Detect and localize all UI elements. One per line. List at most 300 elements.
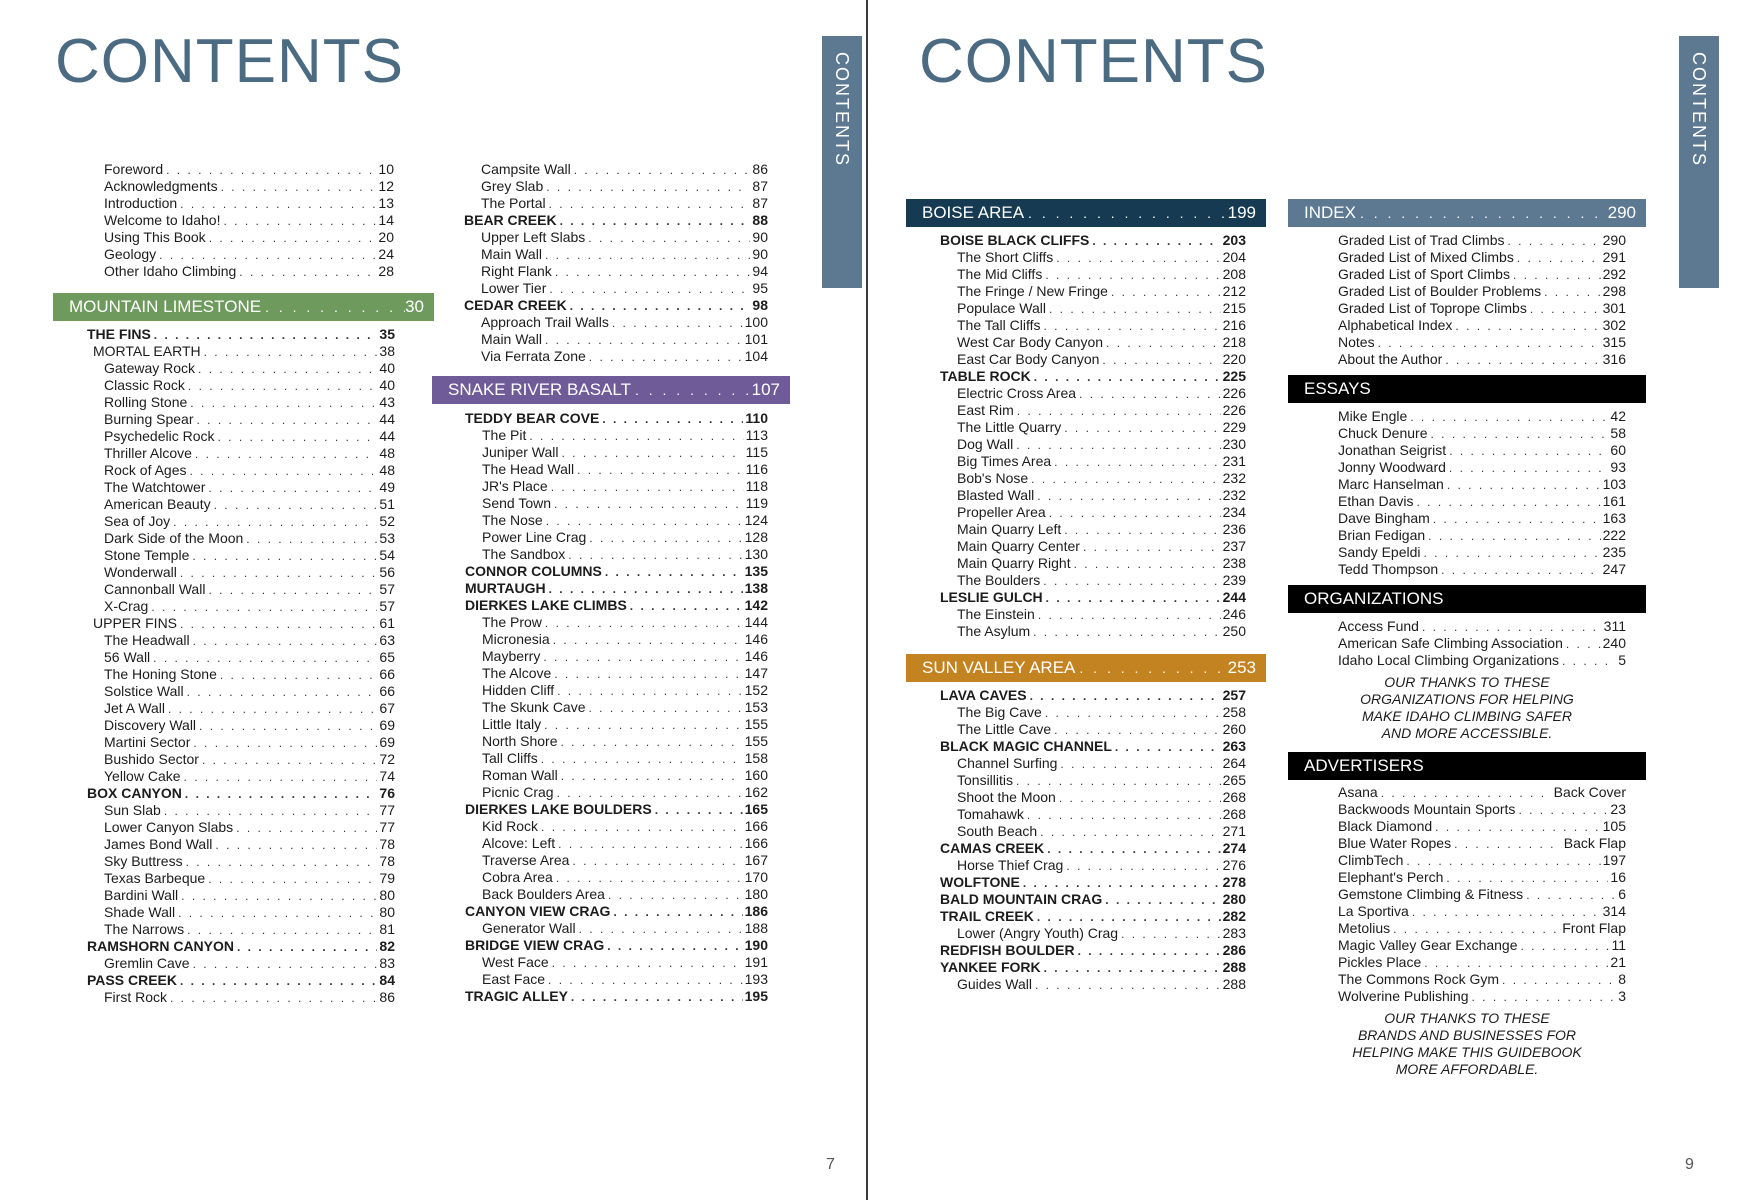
leader-dots <box>1508 233 1601 250</box>
toc-entry[interactable] <box>87 632 395 649</box>
toc-entry[interactable] <box>465 444 768 461</box>
toc-entry[interactable] <box>940 589 1246 606</box>
section-band-sun-valley-area[interactable] <box>906 654 1266 682</box>
toc-entry[interactable] <box>104 212 394 229</box>
leader-dots <box>265 293 405 321</box>
toc-entry[interactable] <box>940 840 1246 857</box>
toc-entry[interactable] <box>465 988 768 1005</box>
toc-entry[interactable] <box>1338 493 1626 510</box>
entry-page: 268 <box>1222 806 1246 822</box>
toc-entry[interactable] <box>940 232 1246 249</box>
toc-entry[interactable] <box>465 954 768 971</box>
toc-entry[interactable] <box>940 704 1246 721</box>
toc-entry[interactable] <box>465 886 768 903</box>
toc-entry[interactable] <box>1338 937 1626 954</box>
toc-entry[interactable] <box>87 904 395 921</box>
toc-entry[interactable] <box>940 623 1246 640</box>
entry-page: 44 <box>379 411 395 427</box>
toc-entry[interactable] <box>465 733 768 750</box>
toc-entry[interactable] <box>465 529 768 546</box>
toc-entry[interactable] <box>464 263 768 280</box>
toc-entry[interactable] <box>464 229 768 246</box>
entry-title: Tonsillitis <box>957 772 1014 788</box>
leader-dots <box>193 956 378 973</box>
toc-entry[interactable] <box>87 411 395 428</box>
toc-entry[interactable] <box>940 385 1246 402</box>
entry-page: 230 <box>1222 436 1246 452</box>
toc-entry[interactable] <box>465 699 768 716</box>
leader-dots <box>188 378 378 395</box>
toc-entry[interactable] <box>87 615 395 632</box>
toc-entry[interactable] <box>87 530 395 547</box>
toc-entry[interactable] <box>87 666 395 683</box>
toc-entry[interactable] <box>1338 920 1626 937</box>
toc-entry[interactable] <box>940 908 1246 925</box>
toc-entry[interactable] <box>87 717 395 734</box>
toc-entry[interactable] <box>940 772 1246 789</box>
toc-entry[interactable] <box>1338 954 1626 971</box>
entry-page: 38 <box>379 343 395 359</box>
entry-page: 28 <box>378 263 394 279</box>
entry-title: The Headwall <box>104 632 190 648</box>
toc-entry[interactable] <box>1338 351 1626 368</box>
toc-entry[interactable] <box>940 419 1246 436</box>
toc-entry[interactable] <box>465 869 768 886</box>
toc-entry[interactable] <box>1338 232 1626 249</box>
leader-dots <box>1566 636 1601 653</box>
toc-entry[interactable] <box>104 195 394 212</box>
toc-entry[interactable] <box>87 564 395 581</box>
section-band-boise-area[interactable] <box>906 199 1266 227</box>
toc-entry[interactable] <box>465 767 768 784</box>
entry-page: 315 <box>1602 334 1626 350</box>
entry-page: 291 <box>1602 249 1626 265</box>
toc-entry[interactable] <box>464 280 768 297</box>
entry-title: Pickles Place <box>1338 954 1422 970</box>
toc-entry[interactable] <box>104 161 394 178</box>
toc-entry[interactable] <box>465 801 768 818</box>
toc-entry[interactable] <box>465 818 768 835</box>
toc-entry[interactable] <box>1338 425 1626 442</box>
entry-page: 218 <box>1222 334 1246 350</box>
toc-entry[interactable] <box>940 942 1246 959</box>
toc-entry[interactable] <box>940 891 1246 908</box>
toc-entry[interactable] <box>940 874 1246 891</box>
entry-page: 48 <box>379 445 395 461</box>
toc-entry[interactable] <box>465 495 768 512</box>
toc-entry[interactable] <box>87 649 395 666</box>
toc-entry[interactable] <box>87 853 395 870</box>
entry-page: 103 <box>1602 476 1626 492</box>
toc-entry[interactable] <box>87 360 395 377</box>
entry-title: Mayberry <box>482 648 541 664</box>
toc-entry[interactable] <box>87 938 395 955</box>
toc-entry[interactable] <box>464 331 768 348</box>
leader-dots <box>655 802 743 819</box>
toc-entry[interactable] <box>940 436 1246 453</box>
toc-entry[interactable] <box>940 789 1246 806</box>
entry-page: 94 <box>752 263 768 279</box>
entry-title: Access Fund <box>1338 618 1419 634</box>
entry-page: 288 <box>1222 959 1246 975</box>
entry-page: 87 <box>752 178 768 194</box>
entry-page: 283 <box>1222 925 1246 941</box>
toc-entry[interactable] <box>104 229 394 246</box>
toc-entry[interactable] <box>1338 561 1626 578</box>
entry-page: 276 <box>1222 857 1246 873</box>
entry-page: 66 <box>379 683 395 699</box>
toc-entry[interactable] <box>465 665 768 682</box>
toc-entry[interactable] <box>940 687 1246 704</box>
leader-dots <box>166 162 376 179</box>
toc-entry[interactable] <box>87 547 395 564</box>
leader-dots <box>1381 785 1552 802</box>
toc-entry[interactable] <box>104 263 394 280</box>
toc-entry[interactable] <box>1338 869 1626 886</box>
toc-entry[interactable] <box>465 580 768 597</box>
toc-entry[interactable] <box>464 297 768 314</box>
entry-page: 124 <box>744 512 768 528</box>
toc-entry[interactable] <box>940 959 1246 976</box>
leader-dots <box>541 751 743 768</box>
leader-dots <box>549 281 750 298</box>
entry-title: Upper Left Slabs <box>481 229 586 245</box>
toc-entry[interactable] <box>87 836 395 853</box>
leader-dots <box>561 768 743 785</box>
toc-entry[interactable] <box>940 555 1246 572</box>
toc-entry[interactable] <box>87 445 395 462</box>
entry-title: Cannonball Wall <box>104 581 206 597</box>
toc-entry[interactable] <box>940 317 1246 334</box>
leader-dots <box>1056 250 1220 267</box>
toc-entry[interactable] <box>465 903 768 920</box>
toc-entry[interactable] <box>464 178 768 195</box>
entry-title: The Big Cave <box>957 704 1042 720</box>
entry-page: 78 <box>379 836 395 852</box>
toc-entry[interactable] <box>87 496 395 513</box>
toc-entry[interactable] <box>465 546 768 563</box>
entry-page: 100 <box>744 314 768 330</box>
toc-entry[interactable] <box>465 478 768 495</box>
toc-entry[interactable] <box>940 300 1246 317</box>
entry-title: The Little Cave <box>957 721 1052 737</box>
entry-title: The Honing Stone <box>104 666 217 682</box>
entry-title: Blasted Wall <box>957 487 1035 503</box>
entry-title: Send Town <box>482 495 552 511</box>
toc-entry[interactable] <box>1338 510 1626 527</box>
organizations-note <box>1288 674 1646 742</box>
toc-entry[interactable] <box>464 161 768 178</box>
section-label: MOUNTAIN LIMESTONE <box>69 297 262 316</box>
entry-title: East Face <box>482 971 546 987</box>
entry-title: Jonny Woodward <box>1338 459 1446 475</box>
toc-entry[interactable] <box>940 572 1246 589</box>
entry-title: Bardini Wall <box>104 887 179 903</box>
entry-page: 236 <box>1222 521 1246 537</box>
leader-dots <box>1410 409 1608 426</box>
toc-entry[interactable] <box>465 682 768 699</box>
leader-dots <box>185 786 378 803</box>
entry-page: 80 <box>379 904 395 920</box>
toc-entry[interactable] <box>1338 476 1626 493</box>
toc-entry[interactable] <box>87 581 395 598</box>
toc-entry[interactable] <box>465 410 768 427</box>
toc-entry[interactable] <box>1338 988 1626 1005</box>
toc-entry[interactable] <box>1338 249 1626 266</box>
toc-entry[interactable] <box>1338 266 1626 283</box>
toc-entry[interactable] <box>940 453 1246 470</box>
entry-title: Tall Cliffs <box>482 750 538 766</box>
toc-entry[interactable] <box>465 784 768 801</box>
toc-entry[interactable] <box>465 461 768 478</box>
entry-page: 158 <box>744 750 768 766</box>
leader-dots <box>1449 460 1609 477</box>
leader-dots <box>1066 858 1220 875</box>
toc-entry[interactable] <box>940 266 1246 283</box>
toc-entry[interactable] <box>464 246 768 263</box>
toc-entry[interactable] <box>940 521 1246 538</box>
toc-entry[interactable] <box>1338 801 1626 818</box>
toc-entry[interactable] <box>940 738 1246 755</box>
leader-dots <box>1027 807 1221 824</box>
toc-entry[interactable] <box>465 614 768 631</box>
leader-dots <box>1049 301 1221 318</box>
toc-entry[interactable] <box>1338 652 1626 669</box>
entry-page: 87 <box>752 195 768 211</box>
entry-page: 232 <box>1222 470 1246 486</box>
toc-entry[interactable] <box>1338 818 1626 835</box>
entry-title: The Narrows <box>104 921 185 937</box>
entry-title: Elephant's Perch <box>1338 869 1444 885</box>
toc-entry[interactable] <box>87 377 395 394</box>
toc-entry[interactable] <box>940 368 1246 385</box>
toc-entry[interactable] <box>87 428 395 445</box>
toc-entry[interactable] <box>1338 283 1626 300</box>
entry-title: Traverse Area <box>482 852 570 868</box>
entry-title: REDFISH BOULDER <box>940 942 1075 958</box>
entry-title: The Little Quarry <box>957 419 1062 435</box>
toc-entry[interactable] <box>87 921 395 938</box>
toc-entry[interactable] <box>87 785 395 802</box>
leader-dots <box>208 480 377 497</box>
toc-entry[interactable] <box>940 823 1246 840</box>
toc-entry[interactable] <box>87 768 395 785</box>
entry-title: Blue Water Ropes <box>1338 835 1452 851</box>
toc-column-1 <box>53 293 434 1006</box>
toc-entry[interactable] <box>104 178 394 195</box>
toc-entry[interactable] <box>1338 835 1626 852</box>
entry-page: 43 <box>379 394 395 410</box>
side-tab <box>1679 36 1719 288</box>
leader-dots <box>588 230 750 247</box>
toc-entry[interactable] <box>1338 618 1626 635</box>
section-label: INDEX <box>1304 203 1356 222</box>
leader-dots <box>560 213 751 230</box>
entry-title: Mike Engle <box>1338 408 1408 424</box>
toc-entry[interactable] <box>87 972 395 989</box>
entry-page: 57 <box>379 581 395 597</box>
toc-entry[interactable] <box>940 470 1246 487</box>
entry-title: Bushido Sector <box>104 751 199 767</box>
section-band-snake-river-basalt[interactable] <box>432 376 790 404</box>
toc-entry[interactable] <box>87 343 395 360</box>
section-band-organizations[interactable] <box>1288 585 1646 613</box>
entry-title: Brian Fedigan <box>1338 527 1426 543</box>
toc-entry[interactable] <box>465 512 768 529</box>
toc-entry[interactable] <box>1338 971 1626 988</box>
toc-entry[interactable] <box>465 563 768 580</box>
toc-entry[interactable] <box>87 989 395 1006</box>
toc-entry[interactable] <box>940 283 1246 300</box>
toc-entry[interactable] <box>940 755 1246 772</box>
toc-entry[interactable] <box>940 806 1246 823</box>
entry-page: 76 <box>379 785 395 801</box>
entry-page: 20 <box>378 229 394 245</box>
entry-page: 3 <box>1618 988 1626 1004</box>
entry-page: 235 <box>1602 544 1626 560</box>
entry-page: 286 <box>1222 942 1246 958</box>
entry-page: 226 <box>1222 402 1246 418</box>
toc-entry[interactable] <box>1338 852 1626 869</box>
entry-page: 12 <box>378 178 394 194</box>
toc-entry[interactable] <box>464 212 768 229</box>
toc-entry[interactable] <box>1338 886 1626 903</box>
entry-title: Hidden Cliff <box>482 682 555 698</box>
entry-title: CANYON VIEW CRAG <box>465 903 611 919</box>
section-page: 199 <box>1227 203 1256 222</box>
entry-title: Bob's Nose <box>957 470 1029 486</box>
leader-dots <box>549 196 751 213</box>
toc-entry[interactable] <box>87 462 395 479</box>
entry-title: Horse Thief Crag <box>957 857 1064 873</box>
toc-entry[interactable] <box>1338 903 1626 920</box>
toc-entry[interactable] <box>87 479 395 496</box>
entry-page: 292 <box>1602 266 1626 282</box>
toc-entry[interactable] <box>940 606 1246 623</box>
entry-title: The Short Cliffs <box>957 249 1054 265</box>
leader-dots <box>1454 836 1562 853</box>
toc-entry[interactable] <box>940 402 1246 419</box>
toc-entry[interactable] <box>940 487 1246 504</box>
toc-entry[interactable] <box>87 734 395 751</box>
leader-dots <box>555 264 751 281</box>
note-line: MAKE IDAHO CLIMBING SAFER <box>1361 708 1573 724</box>
toc-entry[interactable] <box>1338 408 1626 425</box>
toc-entry[interactable] <box>464 348 768 365</box>
entry-title: Campsite Wall <box>481 161 571 177</box>
toc-entry[interactable] <box>940 857 1246 874</box>
toc-entry[interactable] <box>465 920 768 937</box>
note-line: AND MORE ACCESSIBLE. <box>1381 725 1553 741</box>
toc-entry[interactable] <box>465 716 768 733</box>
toc-entry[interactable] <box>465 631 768 648</box>
toc-entry[interactable] <box>940 249 1246 266</box>
entry-page: 166 <box>744 818 768 834</box>
toc-entry[interactable] <box>1338 544 1626 561</box>
leader-dots <box>1047 841 1220 858</box>
leader-dots <box>1449 443 1608 460</box>
toc-entry[interactable] <box>465 427 768 444</box>
toc-entry[interactable] <box>465 852 768 869</box>
leader-dots <box>1424 955 1608 972</box>
leader-dots <box>151 599 377 616</box>
toc-entry[interactable] <box>1338 784 1626 801</box>
section-band-advertisers[interactable] <box>1288 752 1646 780</box>
entry-title: Marc Hanselman <box>1338 476 1444 492</box>
toc-entry[interactable] <box>87 802 395 819</box>
section-band-essays[interactable] <box>1288 375 1646 403</box>
toc-entry[interactable] <box>87 751 395 768</box>
leader-dots <box>209 230 377 247</box>
leader-dots <box>605 564 743 581</box>
entry-page: 101 <box>744 331 768 347</box>
entry-title: Gremlin Cave <box>104 955 190 971</box>
toc-entry[interactable] <box>465 750 768 767</box>
toc-entry[interactable] <box>940 334 1246 351</box>
entry-title: Electric Cross Area <box>957 385 1077 401</box>
leader-dots <box>1446 870 1608 887</box>
entry-page: 193 <box>744 971 768 987</box>
toc-entry[interactable] <box>1338 317 1626 334</box>
toc-entry[interactable] <box>465 597 768 614</box>
toc-entry[interactable] <box>940 721 1246 738</box>
toc-entry[interactable] <box>940 351 1246 368</box>
leader-dots <box>552 955 743 972</box>
toc-entry[interactable] <box>87 700 395 717</box>
toc-entry[interactable] <box>87 598 395 615</box>
toc-entry[interactable] <box>1338 635 1626 652</box>
toc-entry[interactable] <box>87 326 395 343</box>
toc-entry[interactable] <box>87 819 395 836</box>
toc-entry[interactable] <box>464 195 768 212</box>
toc-entry[interactable] <box>87 887 395 904</box>
entry-page: 229 <box>1222 419 1246 435</box>
section-band-index[interactable] <box>1288 199 1646 227</box>
entry-title: Big Times Area <box>957 453 1052 469</box>
toc-entry[interactable] <box>464 314 768 331</box>
leader-dots <box>1562 653 1616 670</box>
leader-dots <box>1044 318 1221 335</box>
toc-entry[interactable] <box>940 925 1246 942</box>
entry-page: 83 <box>379 955 395 971</box>
toc-entry[interactable] <box>104 246 394 263</box>
toc-entry[interactable] <box>87 870 395 887</box>
toc-entry[interactable] <box>465 648 768 665</box>
section-band-mountain-limestone[interactable] <box>53 293 434 321</box>
toc-entry[interactable] <box>87 955 395 972</box>
entry-title: Martini Sector <box>104 734 191 750</box>
toc-entry[interactable] <box>1338 442 1626 459</box>
toc-entry[interactable] <box>87 683 395 700</box>
toc-entry[interactable] <box>465 971 768 988</box>
toc-entry[interactable] <box>465 835 768 852</box>
entry-page: 231 <box>1222 453 1246 469</box>
toc-entry[interactable] <box>1338 527 1626 544</box>
entry-page: 49 <box>379 479 395 495</box>
toc-entry[interactable] <box>87 394 395 411</box>
toc-entry[interactable] <box>1338 459 1626 476</box>
toc-entry[interactable] <box>87 513 395 530</box>
entry-page: 301 <box>1602 300 1626 316</box>
toc-entry[interactable] <box>465 937 768 954</box>
toc-entry[interactable] <box>940 538 1246 555</box>
toc-entry[interactable] <box>1338 334 1626 351</box>
toc-entry[interactable] <box>1338 300 1626 317</box>
toc-entry[interactable] <box>940 504 1246 521</box>
entry-page: 288 <box>1222 976 1246 992</box>
leader-dots <box>529 428 743 445</box>
toc-entry[interactable] <box>940 976 1246 993</box>
